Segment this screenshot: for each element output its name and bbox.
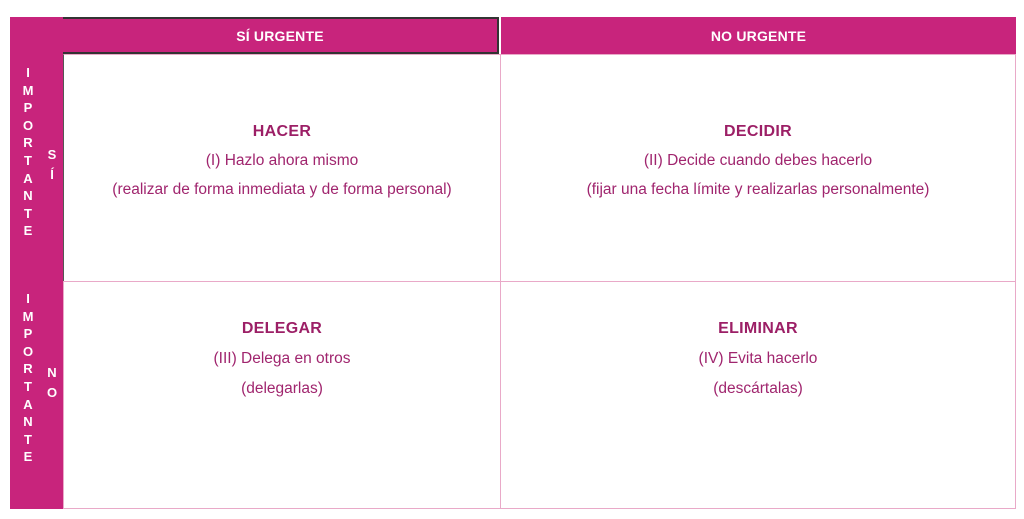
letter: A bbox=[23, 170, 33, 186]
letter: A bbox=[23, 396, 33, 412]
quadrant-detail: (fijar una fecha límite y realizarlas personalmente) bbox=[586, 181, 930, 198]
row-header-bar bbox=[10, 54, 63, 509]
letter: T bbox=[24, 152, 32, 168]
corner-cell bbox=[10, 17, 63, 54]
letter: I bbox=[26, 291, 30, 306]
letter: M bbox=[22, 82, 34, 98]
letter: N bbox=[47, 365, 57, 380]
row-label-no bbox=[44, 363, 60, 403]
quadrant-eliminar bbox=[500, 281, 1016, 509]
letter: M bbox=[22, 308, 34, 324]
letter: O bbox=[22, 117, 34, 133]
quadrant-detail: (delegarlas) bbox=[241, 380, 323, 397]
letter: P bbox=[23, 326, 33, 342]
quadrant-detail: (descártalas) bbox=[713, 380, 803, 397]
eisenhower-matrix bbox=[10, 17, 1016, 509]
quadrant-instruction: (III) Delega en otros bbox=[213, 350, 351, 367]
letter: T bbox=[24, 431, 32, 447]
quadrant-hacer bbox=[63, 54, 501, 282]
letter: E bbox=[23, 449, 33, 465]
quadrant-instruction: (I) Hazlo ahora mismo bbox=[205, 152, 359, 169]
letter: O bbox=[22, 343, 34, 359]
quadrant-instruction: (IV) Evita hacerlo bbox=[698, 350, 818, 367]
letter: E bbox=[23, 223, 33, 239]
letter: N bbox=[23, 414, 33, 430]
quadrant-detail: (realizar de forma inmediata y de forma personal) bbox=[112, 181, 452, 198]
quadrant-delegar bbox=[63, 281, 501, 509]
row-label-importante-upper bbox=[20, 64, 36, 240]
quadrant-title: DELEGAR bbox=[241, 320, 323, 337]
letter: S bbox=[47, 147, 57, 162]
letter: P bbox=[23, 100, 33, 116]
letter: R bbox=[23, 361, 33, 377]
column-header-si-urgente: SÍ URGENTE bbox=[63, 17, 499, 54]
letter: R bbox=[23, 135, 33, 151]
letter: T bbox=[24, 378, 32, 394]
letter: N bbox=[23, 188, 33, 204]
quadrant-title: ELIMINAR bbox=[718, 320, 798, 337]
row-label-importante-lower bbox=[20, 290, 36, 466]
letter: Í bbox=[50, 167, 54, 182]
letter: O bbox=[46, 385, 58, 400]
row-label-si bbox=[44, 145, 60, 185]
quadrant-instruction: (II) Decide cuando debes hacerlo bbox=[643, 152, 873, 169]
column-header-no-urgente: NO URGENTE bbox=[501, 17, 1016, 54]
letter: I bbox=[26, 65, 30, 80]
quadrant-decidir bbox=[500, 54, 1016, 282]
quadrant-title: HACER bbox=[252, 123, 312, 140]
letter: T bbox=[24, 205, 32, 221]
quadrant-title: DECIDIR bbox=[724, 123, 792, 140]
